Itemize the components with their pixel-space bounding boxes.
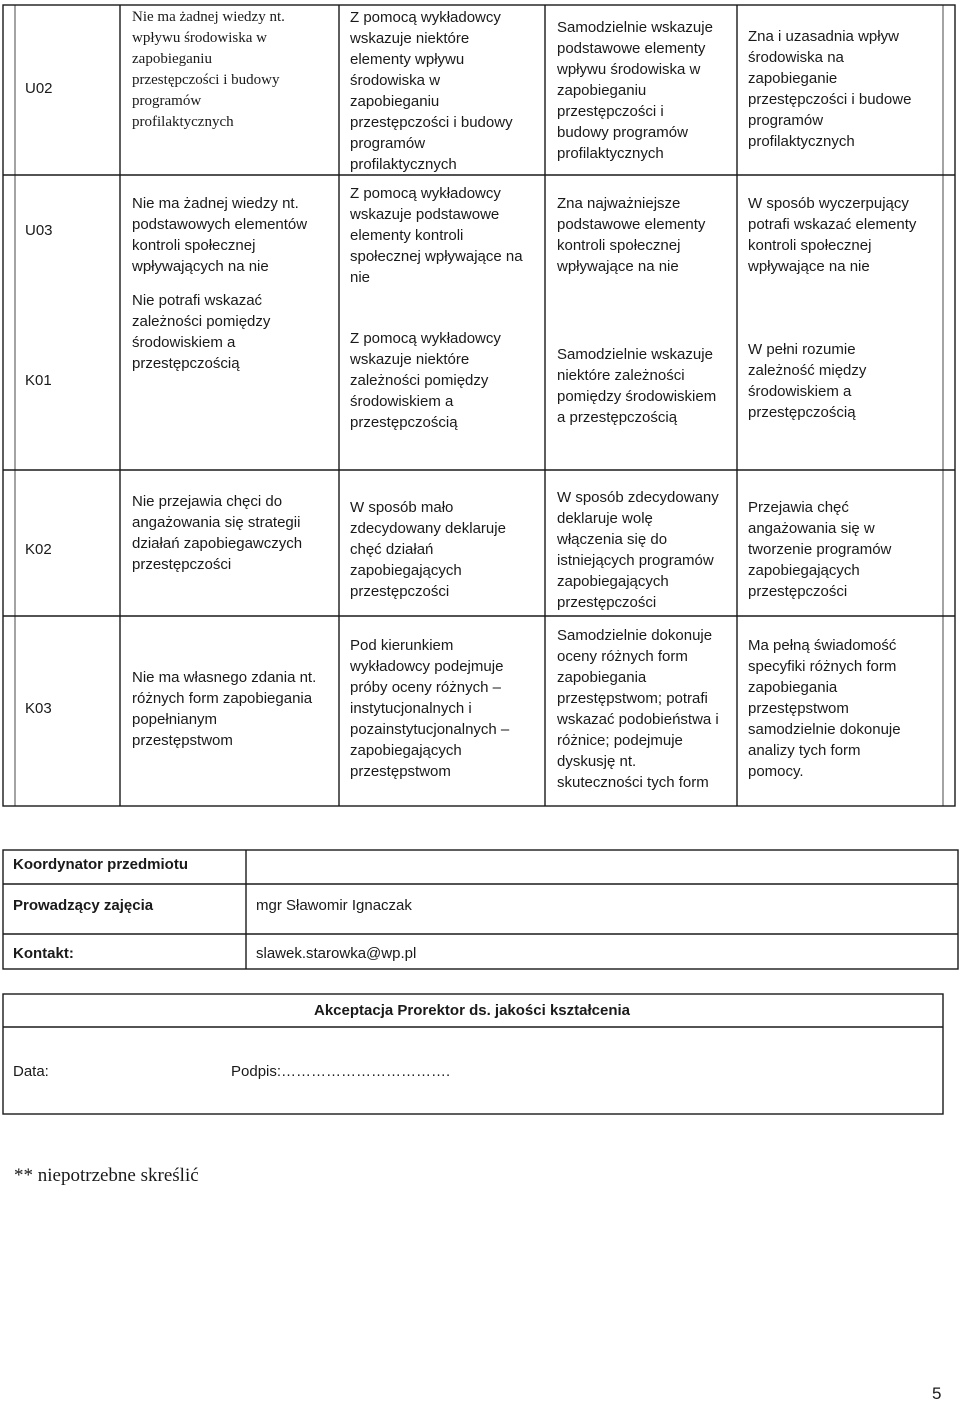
row-u03-level-4: Zna najważniejsze podstawowe elementy kontroli społecznej wpływające na nie <box>557 195 706 275</box>
row-k03-level-3: Pod kierunkiem wykładowcy podejmuje próby oceny różnych – instytucjonalnych i pozainstytucjonalnych – zapobiegających przestępstwom <box>350 637 510 780</box>
row-u03-level-3: Z pomocą wykładowcy wskazuje podstawowe elementy kontroli społecznej wpływające na nie <box>350 185 523 286</box>
row-k03-level-4: Samodzielnie dokonuje oceny różnych form zapobiegania przestępstwom; potrafi wskazać podobieństwa i różnice; podejmuje dyskusję nt. skuteczności tych form <box>557 627 719 791</box>
row-k01-level-4: Samodzielnie wskazuje niektóre zależności pomiędzy środowiskiem a przestępczością <box>557 346 717 426</box>
row-k02-level-4: W sposób zdecydowany deklaruje wolę włączenia się do istniejących programów zapobiegających przestępczości <box>557 489 719 611</box>
instructor-value: mgr Sławomir Ignaczak <box>256 897 412 914</box>
row-code-k02: K02 <box>25 541 52 558</box>
row-k02-level-2: Nie przejawia chęci do angażowania się strategii działań zapobiegawczych przestępczości <box>132 493 303 573</box>
row-u03-level-2: Nie ma żadnej wiedzy nt. podstawowych elementów kontroli społecznej wpływających na nie <box>132 195 308 275</box>
row-code-k01: K01 <box>25 372 52 389</box>
coordinator-label: Koordynator przedmiotu <box>13 856 188 873</box>
row-u02-level-2: Nie ma żadnej wiedzy nt. wpływu środowiska w zapobieganiu przestępczości i budowy programów profilaktycznych <box>132 9 285 130</box>
row-u02-level-4: Samodzielnie wskazuje podstawowe elementy wpływu środowiska w zapobieganiu przestępczości i budowy programów profilaktycznych <box>557 19 713 162</box>
row-k01-level-5: W pełni rozumie zależność między środowiskiem a przestępczością <box>748 341 867 421</box>
instructor-label: Prowadzący zajęcia <box>13 897 154 914</box>
row-k02-level-3: W sposób mało zdecydowany deklaruje chęć działań zapobiegających przestępczości <box>350 499 506 600</box>
approval-title: Akceptacja Prorektor ds. jakości kształcenia <box>314 1002 630 1019</box>
row-code-u02: U02 <box>25 80 53 97</box>
page-number: 5 <box>932 1384 942 1403</box>
row-code-k03: K03 <box>25 700 52 717</box>
row-u02-level-3: Z pomocą wykładowcy wskazuje niektóre elementy wpływu środowiska w zapobieganiu przestępczości i budowy programów profilaktycznych <box>350 9 513 173</box>
contact-value: slawek.starowka@wp.pl <box>256 945 417 962</box>
row-k01-level-3: Z pomocą wykładowcy wskazuje niektóre zależności pomiędzy środowiskiem a przestępczością <box>350 330 501 431</box>
approval-signature-label: Podpis:……………………………. <box>231 1063 451 1080</box>
row-k02-level-5: Przejawia chęć angażowania się w tworzenie programów zapobiegających przestępczości <box>748 499 892 600</box>
contact-label: Kontakt: <box>13 945 74 962</box>
row-k03-level-2: Nie ma własnego zdania nt. różnych form zapobiegania popełnianym przestępstwom <box>132 669 317 749</box>
row-code-u03: U03 <box>25 222 53 239</box>
footnote: ** niepotrzebne skreślić <box>14 1165 199 1186</box>
approval-date-label: Data: <box>13 1063 49 1080</box>
row-k03-level-5: Ma pełną świadomość specyfiki różnych form zapobiegania przestępstwom samodzielnie dokonuje analizy tych form pomocy. <box>748 637 901 780</box>
row-u03-level-5: W sposób wyczerpujący potrafi wskazać elementy kontroli społecznej wpływające na nie <box>748 195 917 275</box>
row-k01-level-2: Nie potrafi wskazać zależności pomiędzy środowiskiem a przestępczością <box>132 292 271 372</box>
row-u02-level-5: Zna i uzasadnia wpływ środowiska na zapobieganie przestępczości i budowe programów profilaktycznych <box>748 28 912 150</box>
